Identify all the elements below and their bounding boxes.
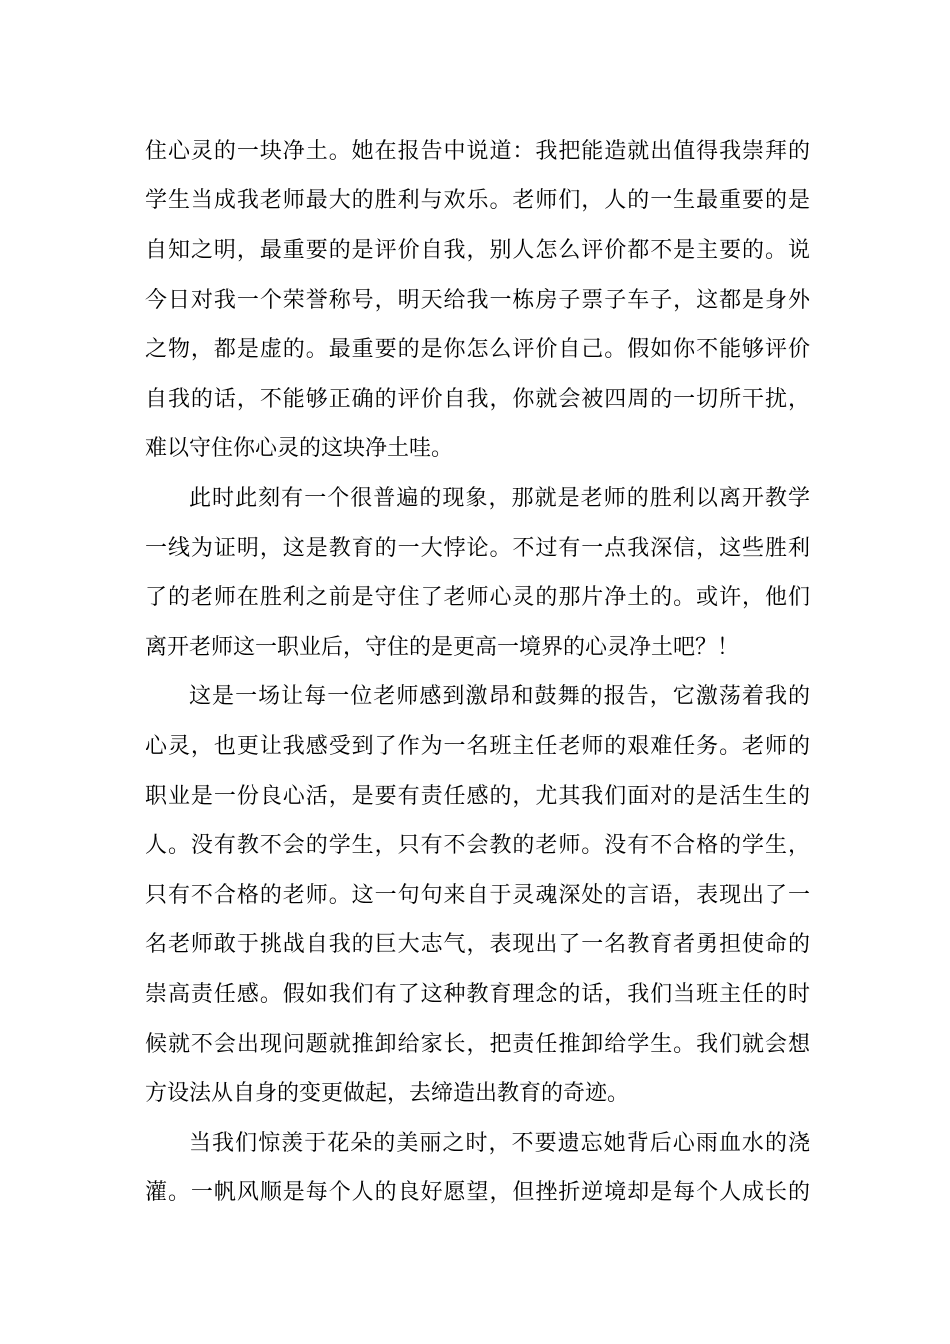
text-line: 自知之明，最重要的是评价自我，别人怎么评价都不是主要的。说 (145, 238, 810, 263)
text-line: 自我的话，不能够正确的评价自我，你就会被四周的一切所干扰， (145, 387, 810, 412)
text-line: 离开老师这一职业后，守住的是更高一境界的心灵净土吧？！ (145, 635, 740, 660)
text-line: 心灵，也更让我感受到了作为一名班主任老师的艰难任务。老师的 (145, 734, 810, 759)
text-line: 方设法从自身的变更做起，去缔造出教育的奇迹。 (145, 1081, 630, 1106)
text-line: 名老师敢于挑战自我的巨大志气，表现出了一名教育者勇担使命的 (145, 932, 810, 957)
text-line: 一线为证明，这是教育的一大悖论。不过有一点我深信，这些胜利 (145, 536, 810, 561)
text-line: 职业是一份良心活，是要有责任感的，尤其我们面对的是活生生的 (145, 784, 810, 809)
text-line: 崇高责任感。假如我们有了这种教育理念的话，我们当班主任的时 (145, 982, 810, 1007)
paragraph-first-line: 当我们惊羡于花朵的美丽之时，不要遗忘她背后心雨血水的浇 (189, 1131, 810, 1156)
text-line: 难以守住你心灵的这块净土哇。 (145, 436, 454, 461)
text-line: 今日对我一个荣誉称号，明天给我一栋房子票子车子，这都是身外 (145, 288, 810, 313)
text-line: 候就不会出现问题就推卸给家长，把责任推卸给学生。我们就会想 (145, 1032, 810, 1057)
paragraph-first-line: 此时此刻有一个很普遍的现象，那就是老师的胜利以离开教学 (189, 486, 810, 511)
text-line: 之物，都是虚的。最重要的是你怎么评价自己。假如你不能够评价 (145, 337, 810, 362)
text-line: 灌。一帆风顺是每个人的良好愿望，但挫折逆境却是每个人成长的 (145, 1180, 810, 1205)
text-line: 学生当成我老师最大的胜利与欢乐。老师们，人的一生最重要的是 (145, 188, 810, 213)
text-line: 人。没有教不会的学生，只有不会教的老师。没有不合格的学生， (145, 833, 810, 858)
text-line: 住心灵的一块净土。她在报告中说道：我把能造就出值得我崇拜的 (145, 139, 810, 164)
text-line: 了的老师在胜利之前是守住了老师心灵的那片净土的。或许，他们 (145, 585, 810, 610)
text-line: 只有不合格的老师。这一句句来自于灵魂深处的言语，表现出了一 (145, 883, 810, 908)
paragraph-first-line: 这是一场让每一位老师感到激昂和鼓舞的报告，它激荡着我的 (189, 684, 810, 709)
